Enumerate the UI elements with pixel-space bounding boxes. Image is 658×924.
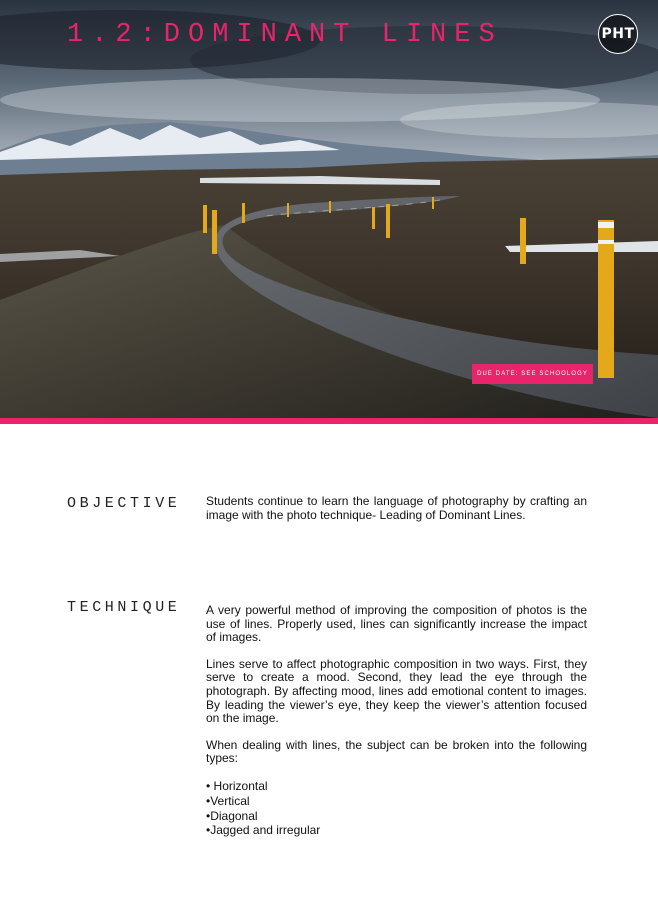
pht-logo: PHT	[598, 14, 638, 54]
page-title: 1.2:DOMINANT LINES	[67, 20, 503, 50]
due-date-badge: DUE DATE: SEE SCHOOLOGY	[472, 364, 593, 384]
line-types-list	[206, 779, 587, 838]
objective-paragraph: Students continue to learn the language of photography by crafting an image with the photo technique- Leading of Dominant Lines.	[206, 494, 587, 522]
technique-paragraph-1: A very powerful method of improving the composition of photos is the use of lines. Properly used, lines can significantly increase the impact of images.	[206, 603, 587, 645]
objective-heading: OBJECTIVE	[67, 495, 181, 512]
objective-text	[206, 495, 587, 535]
technique-heading: TECHNIQUE	[67, 599, 181, 616]
list-item: •Jagged and irregular	[206, 823, 321, 838]
accent-divider	[0, 418, 658, 424]
list-item: •Vertical	[206, 793, 250, 808]
technique-paragraph-3: When dealing with lines, the subject can be broken into the following types:	[206, 737, 587, 766]
list-item: • Horizontal	[206, 778, 268, 793]
list-item: •Diagonal	[206, 808, 258, 823]
hero-photo	[0, 0, 658, 418]
technique-text	[206, 604, 587, 838]
technique-paragraph-2: Lines serve to affect photographic composition in two ways. First, they serve to create a mood. Second, they lead the eye through the photograph. By affecting mood, lines add emotional content to images. By leading the viewer’s eye, they keep the viewer’s attention focused on the image.	[206, 656, 587, 726]
